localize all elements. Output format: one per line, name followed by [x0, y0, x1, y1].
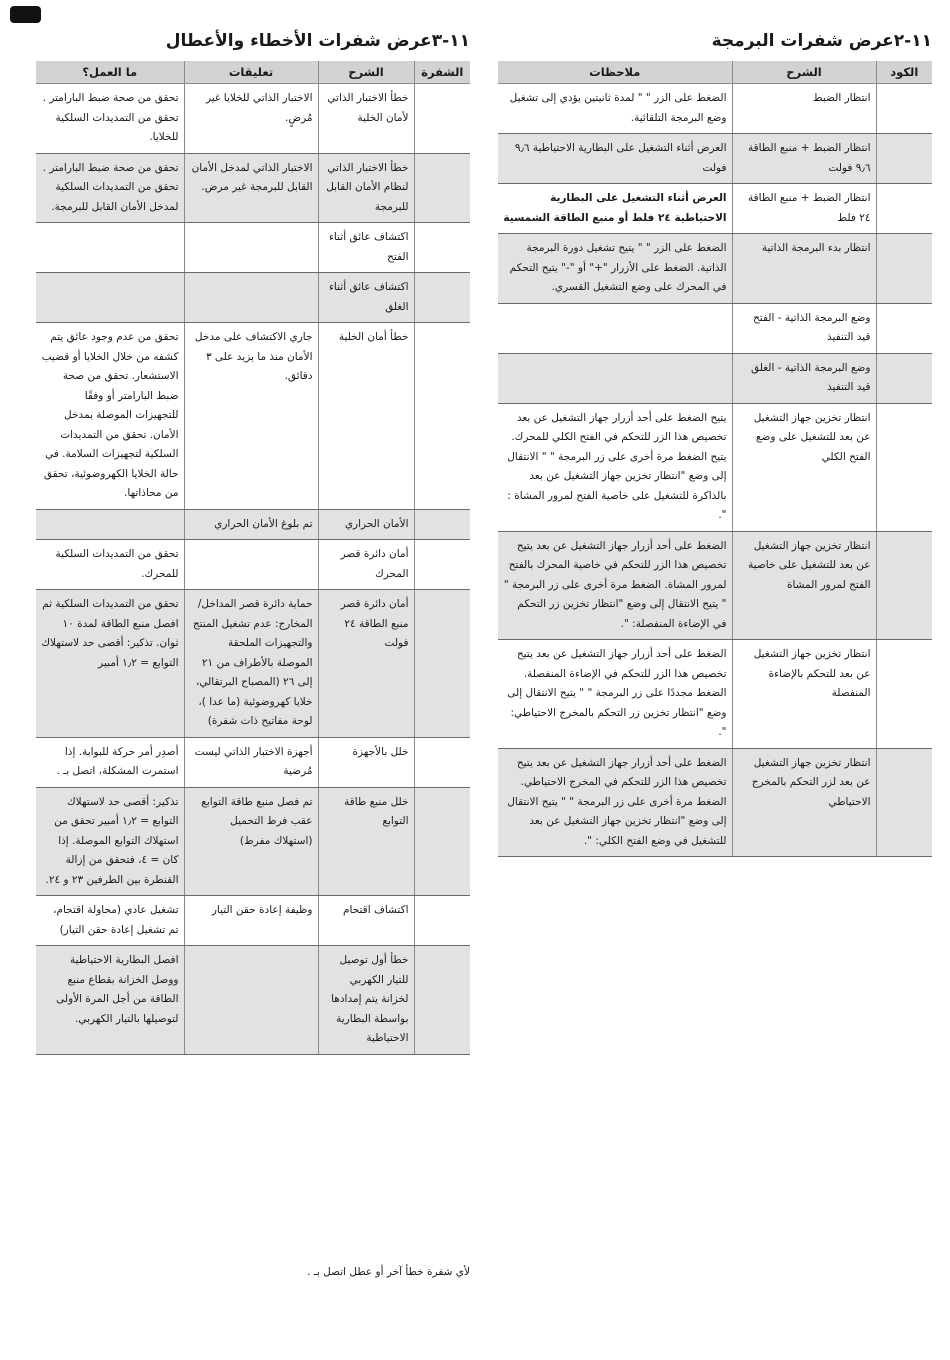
code-cell [876, 184, 932, 234]
code-cell [414, 323, 470, 510]
notes-cell: العرض أثناء التشغيل على البطارية الاحتياطية ٩٫٦ فولت [498, 134, 732, 184]
comments-cell [184, 946, 318, 1055]
comments-cell: جاري الاكتشاف على مدخل الأمان منذ ما يزيد على ٣ دقائق. [184, 323, 318, 510]
comments-cell [184, 540, 318, 590]
code-cell [876, 531, 932, 640]
description-cell: انتظار تخزين جهاز التشغيل عن بعد للتشغيل على وضع الفتح الكلي [732, 403, 876, 531]
table-header-row [36, 61, 470, 84]
table-row [36, 896, 470, 946]
description-cell: الأمان الحراري [318, 509, 414, 540]
description-cell: اكتشاف عائق أثناء الغلق [318, 273, 414, 323]
description-cell: انتظار تخزين جهاز التشغيل عن بعد لزر التحكم بالمخرج الاحتياطي [732, 748, 876, 857]
code-cell [876, 353, 932, 403]
comments-cell: الاختبار الذاتي للخلايا غير مُرضٍ. [184, 84, 318, 154]
comments-cell [184, 273, 318, 323]
action-cell: تحقق من صحة ضبط البارامتر . تحقق من التمديدات السلكية للخلايا. [36, 84, 184, 154]
table-row [36, 223, 470, 273]
notes-cell: العرض أثناء التشغيل على البطارية الاحتياطية ٢٤ فلط أو منبع الطاقة الشمسية [498, 184, 732, 234]
header-code: الشفرة [414, 61, 470, 84]
description-cell: انتظار الضبط + منبع الطاقة ٩٫٦ فولت [732, 134, 876, 184]
table-header-row [498, 61, 932, 84]
error-codes-table [36, 61, 470, 1055]
notes-cell: الضغط على أحد أزرار جهاز التشغيل عن بعد يتيح تخصيص هذا الزر للتحكم في المخرج الاحتياطي. الضغط مرة أخرى على زر البرمجة " " يتيح الانتقال إلى وضع "انتظار تخزين جهاز التشغيل عن بعد للتشغيل في وضع الفتح الكلي: ". [498, 748, 732, 857]
code-cell [414, 84, 470, 154]
description-cell: خطأ الاختبار الذاتي لأمان الخلية [318, 84, 414, 154]
description-cell: خطأ أول توصيل للتيار الكهربي لخزانة يتم إمدادها بواسطة البطارية الاحتياطية [318, 946, 414, 1055]
description-cell: خلل بالأجهزة [318, 737, 414, 787]
code-cell [414, 540, 470, 590]
code-cell [414, 509, 470, 540]
description-cell: انتظار تخزين جهاز التشغيل عن بعد للتحكم بالإضاءة المنفصلة [732, 640, 876, 749]
code-cell [414, 946, 470, 1055]
table-row [498, 84, 932, 134]
table-row [36, 153, 470, 223]
table-row [36, 540, 470, 590]
description-cell: أمان دائرة قصر منبع الطاقة ٢٤ فولت [318, 590, 414, 738]
comments-cell: الاختبار الذاتي لمدخل الأمان القابل للبرمجة غير مرض. [184, 153, 318, 223]
table-row [36, 273, 470, 323]
description-cell: خطأ أمان الخلية [318, 323, 414, 510]
programming-codes-title: ١١-٢عرض شفرات البرمجة [711, 31, 932, 51]
code-cell [876, 234, 932, 304]
notes-cell: يتيح الضغط على أحد أزرار جهاز التشغيل عن بعد تخصيص هذا الزر للتحكم في الفتح الكلي للمحرك. يتيح الضغط مرة أخرى على زر البرمجة " " الانتقال إلى وضع "انتظار تخزين جهاز التشغيل عن بعد بالذاكرة للتشغيل على خاصية الفتح لمرور المشاة : ". [498, 403, 732, 531]
description-cell: اكتشاف اقتحام [318, 896, 414, 946]
action-cell: تحقق من صحة ضبط البارامتر . تحقق من التمديدات السلكية لمدخل الأمان القابل للبرمجة. [36, 153, 184, 223]
header-description: الشرح [732, 61, 876, 84]
programming-codes-table [498, 61, 932, 857]
table-row [36, 590, 470, 738]
notes-cell [498, 353, 732, 403]
error-codes-title: ١١-٣عرض شفرات الأخطاء والأعطال [165, 31, 470, 51]
programming-codes-section [498, 30, 932, 857]
action-cell [36, 509, 184, 540]
action-cell: تشغيل عادي (محاولة اقتحام، تم تشغيل إعادة حقن التيار) [36, 896, 184, 946]
description-cell: خطأ الاختبار الذاتي لنظام الأمان القابل للبرمجة [318, 153, 414, 223]
code-cell [876, 303, 932, 353]
code-cell [414, 590, 470, 738]
description-cell: اكتشاف عائق أثناء الفتح [318, 223, 414, 273]
action-cell: تحقق من التمديدات السلكية ثم افصل منبع الطاقة لمدة ١٠ ثوان. تذكير: أقصى حد لاستهلاك التوابع = ١٫٢ أمبير [36, 590, 184, 738]
page-number-tab [10, 6, 41, 23]
description-cell: انتظار بدء البرمجة الذاتية [732, 234, 876, 304]
code-cell [876, 748, 932, 857]
action-cell: تحقق من التمديدات السلكية للمحرك. [36, 540, 184, 590]
header-action: ما العمل؟ [36, 61, 184, 84]
description-cell: وضع البرمجة الذاتية - الفتح قيد التنفيذ [732, 303, 876, 353]
table-row [36, 946, 470, 1055]
description-cell: انتظار الضبط + منبع الطاقة ٢٤ فلط [732, 184, 876, 234]
code-cell [876, 134, 932, 184]
header-comments: تعليقات [184, 61, 318, 84]
table-row [36, 323, 470, 510]
table-row [498, 353, 932, 403]
errors-footnote: لأي شفرة خطأ آخر أو عطل اتصل بـ . [307, 1266, 470, 1278]
code-cell [876, 84, 932, 134]
code-cell [876, 640, 932, 749]
notes-cell: الضغط على أحد أزرار جهاز التشغيل عن بعد يتيح تخصيص هذا الزر للتحكم في خاصية المحرك بالفتح لمرور المشاة. الضغط مرة أخرى على زر البرمجة " " يتيح الانتقال إلى وضع "انتظار تخزين زر التحكم في الإضاءة المنفصلة: ". [498, 531, 732, 640]
comments-cell: أجهزة الاختبار الذاتي ليست مُرضية [184, 737, 318, 787]
table-row [36, 787, 470, 896]
description-cell: خلل منبع طاقة التوابع [318, 787, 414, 896]
table-row [498, 748, 932, 857]
programming-codes-body [498, 84, 932, 857]
table-row [36, 509, 470, 540]
description-cell: وضع البرمجة الذاتية - الغلق قيد التنفيذ [732, 353, 876, 403]
action-cell: أصدِر أمر حركة للبوابة. إذا استمرت المشكلة، اتصل بـ . [36, 737, 184, 787]
table-row [498, 234, 932, 304]
table-row [498, 531, 932, 640]
code-cell [414, 153, 470, 223]
table-row [498, 640, 932, 749]
table-row [498, 403, 932, 531]
comments-cell: تم بلوغ الأمان الحراري [184, 509, 318, 540]
comments-cell [184, 223, 318, 273]
notes-cell [498, 303, 732, 353]
action-cell: افصل البطارية الاحتياطية ووصل الخزانة بقطاع منبع الطاقة من أجل المرة الأولى لتوصيلها بالتيار الكهربي. [36, 946, 184, 1055]
description-cell: انتظار الضبط [732, 84, 876, 134]
code-cell [414, 896, 470, 946]
header-notes: ملاحظات [498, 61, 732, 84]
table-row [36, 737, 470, 787]
table-row [498, 184, 932, 234]
comments-cell: تم فصل منبع طاقة التوابع عقب فرط التحميل (استهلاك مفرط) [184, 787, 318, 896]
code-cell [414, 273, 470, 323]
notes-cell: الضغط على الزر " " لمدة ثانيتين يؤدي إلى تشغيل وضع البرمجة التلقائية. [498, 84, 732, 134]
notes-cell: الضغط على أحد أزرار جهاز التشغيل عن بعد يتيح تخصيص هذا الزر للتحكم في الإضاءة المنفصلة. الضغط مجددًا على زر البرمجة " " يتيح الانتقال إلى وضع "انتظار تخزين زر التحكم بالمخرج الاحتياطي: ". [498, 640, 732, 749]
comments-cell: وظيفة إعادة حقن التيار [184, 896, 318, 946]
header-description: الشرح [318, 61, 414, 84]
code-cell [414, 737, 470, 787]
description-cell: أمان دائرة قصر المحرك [318, 540, 414, 590]
code-cell [414, 787, 470, 896]
error-codes-body [36, 84, 470, 1055]
description-cell: انتظار تخزين جهاز التشغيل عن بعد للتشغيل على خاصية الفتح لمرور المشاة [732, 531, 876, 640]
notes-cell: الضغط على الزر " " يتيح تشغيل دورة البرمجة الذاتية. الضغط على الأزرار "+" أو "-" يتيح التحكم في المحرك على وضع التشغيل القسري. [498, 234, 732, 304]
table-row [498, 303, 932, 353]
code-cell [876, 403, 932, 531]
header-code: الكود [876, 61, 932, 84]
action-cell [36, 273, 184, 323]
action-cell: تحقق من عدم وجود عائق يتم كشفه من خلال الخلايا أو قضيب الاستشعار. تحقق من صحة ضبط البارامتر أو وفقًا للتجهيزات الموصلة بمدخل الأمان. تحقق من التمديدات السلكية لتجهيزات السلامة. في حالة الخلايا الكهروضوئية، تحقق من محاذاتها. [36, 323, 184, 510]
comments-cell: حماية دائرة قصر المداخل/المخارج: عدم تشغيل المنتج والتجهيزات الملحقة الموصلة بالأطراف من ٢١ إلى ٢٦ (المصباح البرتقالي، خلايا كهروضوئية (ما عدا )، لوحة مفاتيح ذات شفرة) [184, 590, 318, 738]
action-cell [36, 223, 184, 273]
table-row [498, 134, 932, 184]
error-codes-section [36, 30, 470, 1055]
action-cell: تذكير: أقصى حد لاستهلاك التوابع = ١٫٢ أمبير تحقق من استهلاك التوابع الموصلة. إذا كان = ٤، فتحقق من إزالة القنطرة بين الطرفين ٢٣ و ٢٤. [36, 787, 184, 896]
table-row [36, 84, 470, 154]
code-cell [414, 223, 470, 273]
